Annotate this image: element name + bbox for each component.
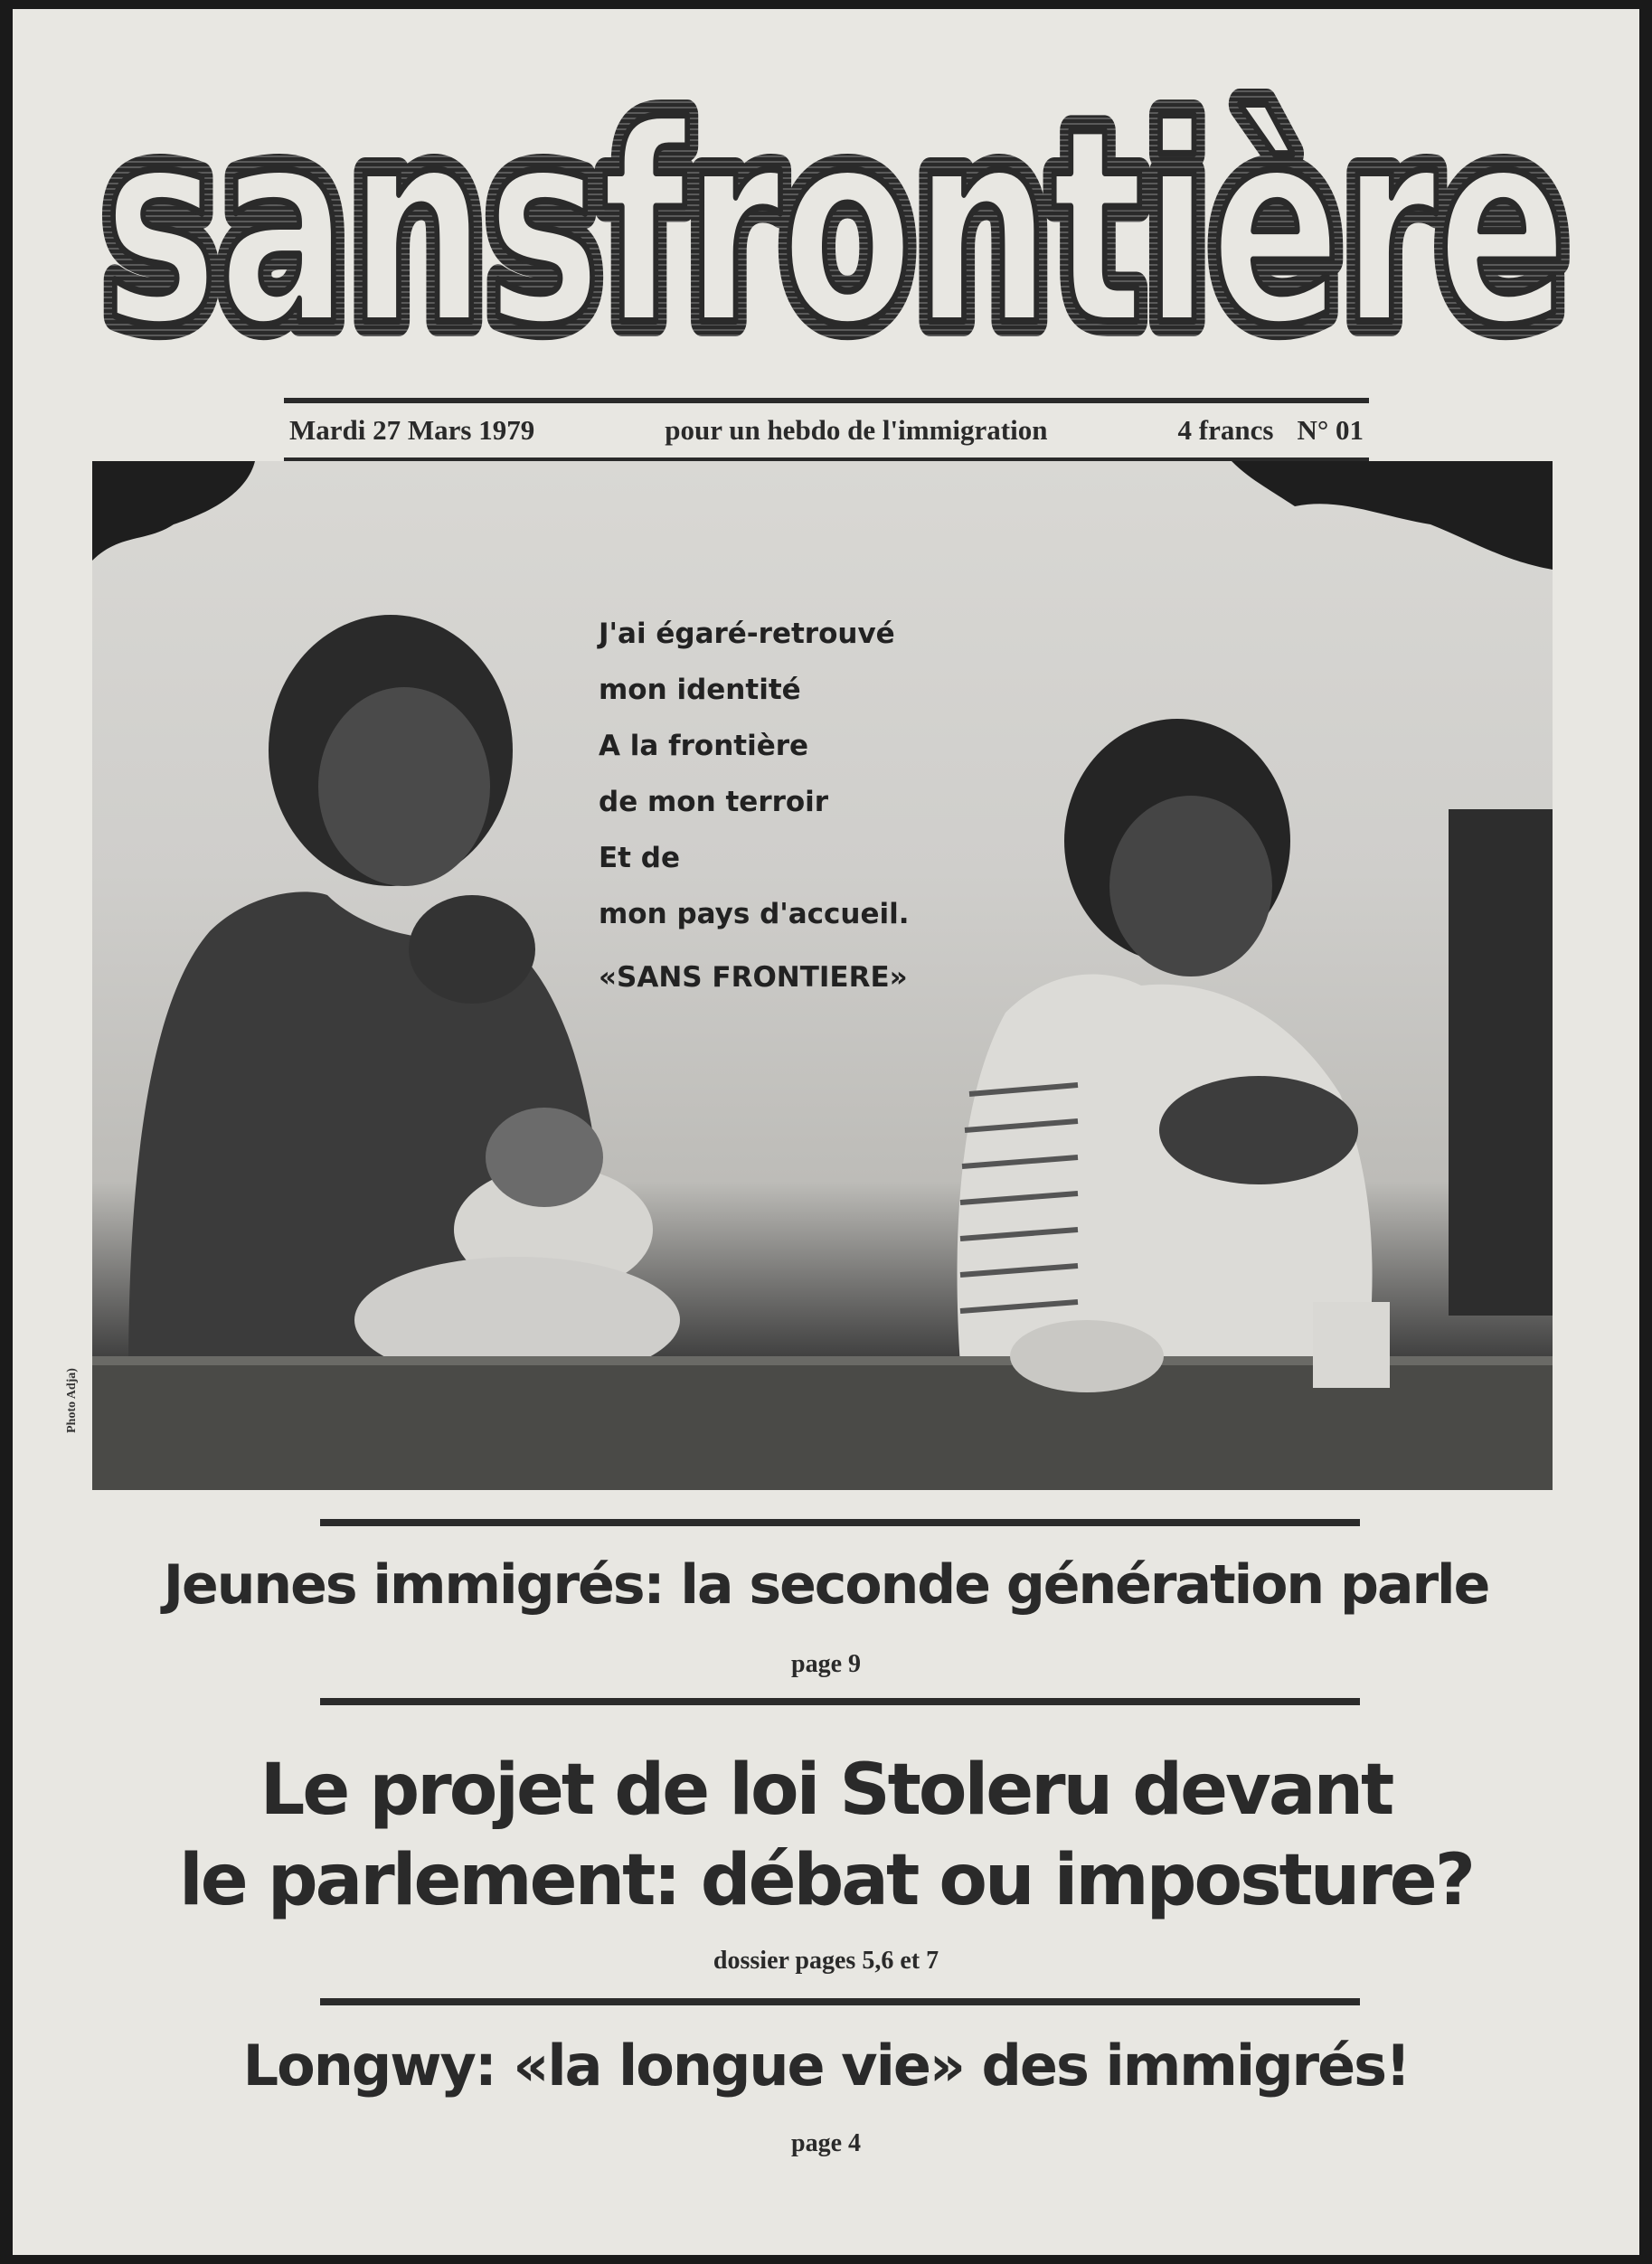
issue-date: Mardi 27 Mars 1979 [289, 414, 535, 446]
headline-young-immigrants: Jeunes immigrés: la seconde génération parle [163, 1553, 1489, 1617]
headline-page-ref: page 9 [791, 1650, 861, 1678]
divider-rule [320, 1698, 1360, 1705]
masthead-logo [94, 45, 1577, 380]
price: 4 francs [1177, 414, 1274, 446]
tagline: pour un hebdo de l'immigration [665, 414, 1048, 446]
headline-longwy: Longwy: «la longue vie» des immigrés! [242, 2033, 1410, 2099]
headline-page-ref: dossier pages 5,6 et 7 [713, 1947, 939, 1975]
newspaper-front-page [13, 9, 1639, 2255]
masthead-title: sansfrontière [103, 70, 1568, 380]
headline-stoleru-line2: le parlement: débat ou imposture? [179, 1840, 1473, 1921]
poem-line: de mon terroir [599, 786, 829, 818]
divider-rule [320, 1998, 1360, 2005]
poem-line: mon identité [599, 674, 801, 706]
poem-line: mon pays d'accueil. [599, 898, 910, 930]
poem-signature: «SANS FRONTIERE» [599, 961, 908, 994]
issue-number: N° 01 [1297, 414, 1364, 446]
poem-line: A la frontière [599, 730, 809, 762]
poem-line: Et de [599, 842, 681, 874]
cover-photo [92, 461, 1553, 1490]
poem-line: J'ai égaré-retrouvé [599, 618, 895, 650]
headline-page-ref: page 4 [791, 2129, 861, 2157]
cover-poem [599, 606, 910, 1005]
photo-credit: Photo Adja) [65, 1368, 79, 1433]
headline-stoleru-line1: Le projet de loi Stoleru devant [260, 1750, 1392, 1831]
masthead-title-outline: sansfrontière [103, 70, 1568, 380]
dateline-bar [284, 398, 1369, 463]
masthead-logo-graphic [94, 45, 1577, 380]
price-issue-group [1178, 414, 1364, 447]
divider-rule [320, 1519, 1360, 1526]
